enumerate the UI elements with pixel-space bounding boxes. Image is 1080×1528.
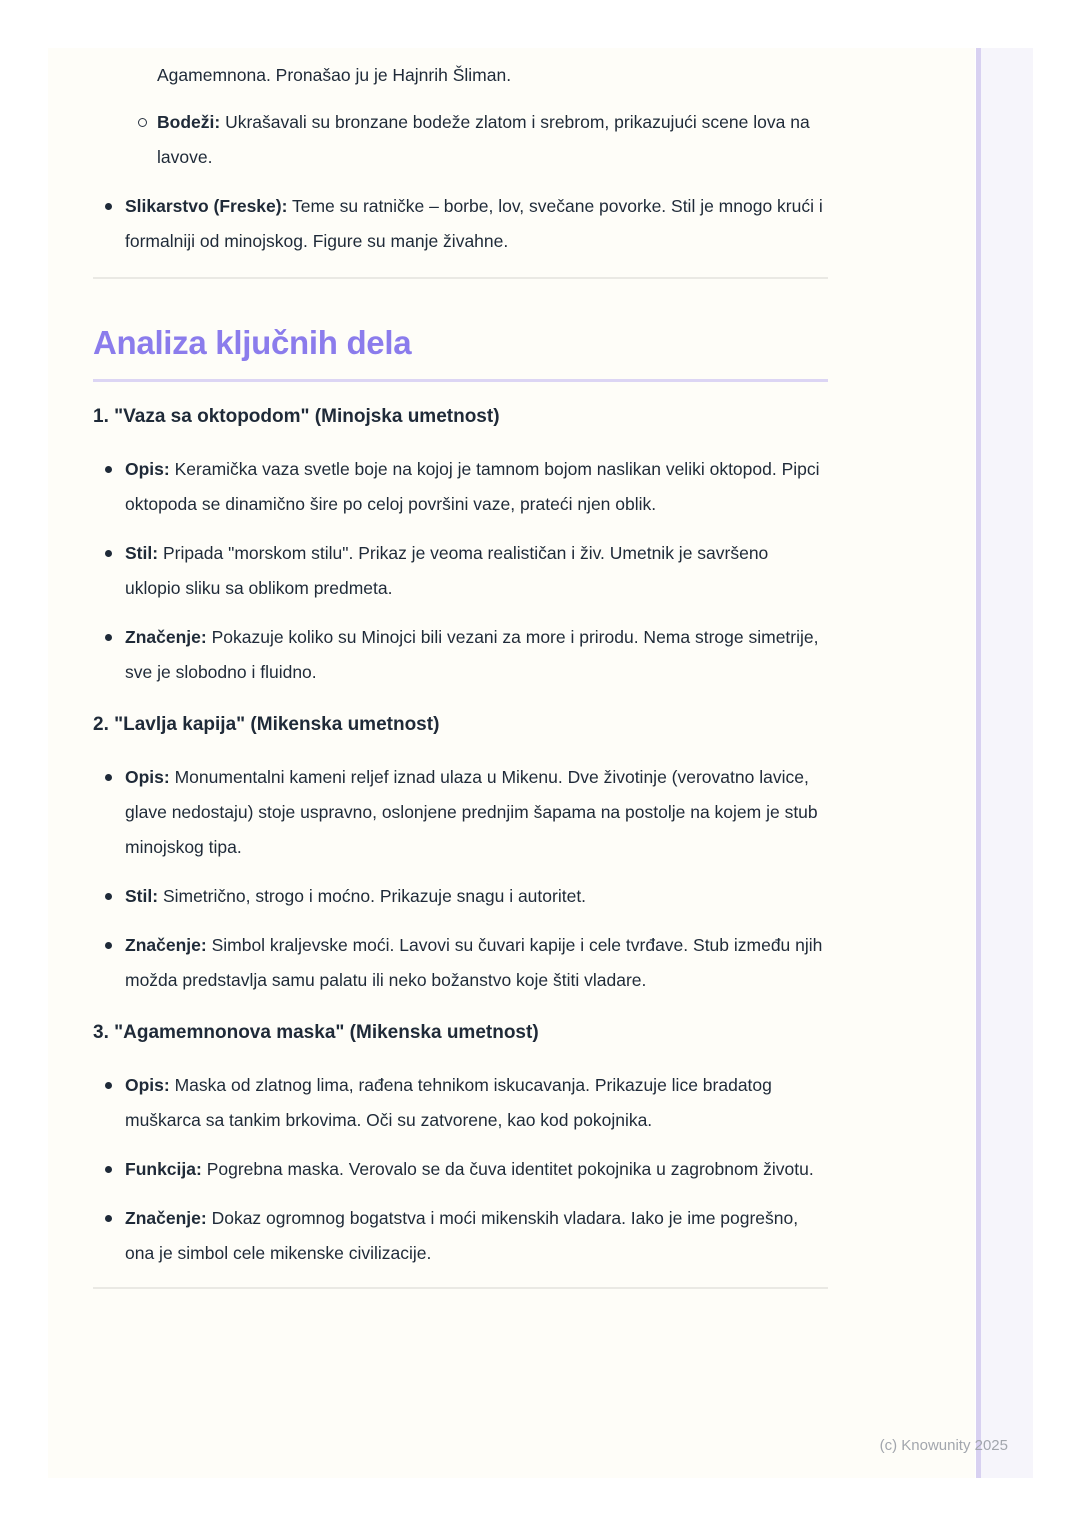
bullet-text: Pripada "morskom stilu". Prikaz je veoma realističan i živ. Umetnik je savršeno uklopio sliku sa oblikom predmeta. (125, 543, 769, 598)
bullet-item (93, 1068, 828, 1138)
circle-bullet-icon (138, 118, 147, 127)
bullet-label: Opis: (125, 767, 170, 787)
bullet-label: Opis: (125, 1075, 170, 1095)
work-heading-2: 2. "Lavlja kapija" (Mikenska umetnost) (93, 714, 440, 735)
dot-bullet-icon (105, 774, 112, 781)
sub-bullet-label: Bodeži: (157, 112, 221, 132)
dot-bullet-icon (105, 1166, 112, 1173)
dot-bullet-icon (105, 634, 112, 641)
bullet-text: Simbol kraljevske moći. Lavovi su čuvari kapije i cele tvrđave. Stub između njih možda predstavlja samu palatu ili neko božanstvo koje štiti vladare. (125, 935, 823, 990)
bullet-text: Simetrično, strogo i moćno. Prikazuje snagu i autoritet. (162, 886, 587, 906)
bullet-text: Keramička vaza svetle boje na kojoj je tamnom bojom naslikan veliki oktopod. Pipci oktopoda se dinamično šire po celoj površini vaze, prateći njen oblik. (125, 459, 820, 514)
page-edge-panel (981, 48, 1033, 1478)
bullet-item (93, 536, 828, 606)
work-heading-1: 1. "Vaza sa oktopodom" (Minojska umetnost) (93, 406, 500, 427)
bullet-text: Maska od zlatnog lima, rađena tehnikom iskucavanja. Prikazuje lice bradatog muškarca sa tankim brkovima. Oči su zatvorene, kao kod pokojnika. (125, 1075, 772, 1130)
bullet-text: Pokazuje koliko su Minojci bili vezani za more i prirodu. Nema stroge simetrije, sve je slobodno i fluidno. (125, 627, 819, 682)
dot-bullet-icon (105, 893, 112, 900)
bullet-item (93, 879, 828, 914)
intro-continuation-text: Agamemnona. Pronašao ju je Hajnrih Šliman. (157, 65, 512, 85)
bullet-item (93, 620, 828, 690)
bullet-item (93, 452, 828, 522)
bullet-item (93, 928, 828, 998)
document-card (48, 48, 975, 1478)
bullet-item (93, 189, 828, 259)
bullet-label: Značenje: (125, 1208, 207, 1228)
section-title-underline (93, 379, 828, 382)
bullet-text: Dokaz ogromnog bogatstva i moći mikenskih vladara. Iako je ime pogrešno, ona je simbol cele mikenske civilizacije. (125, 1208, 799, 1263)
bullet-label: Stil: (125, 543, 159, 563)
work-2-bullets (93, 760, 828, 998)
dot-bullet-icon (105, 203, 112, 210)
dot-bullet-icon (105, 942, 112, 949)
dot-bullet-icon (105, 1082, 112, 1089)
footer-copyright: (c) Knowunity 2025 (879, 1437, 1008, 1454)
section-title: Analiza ključnih dela (93, 324, 412, 361)
bullet-text: Monumentalni kameni reljef iznad ulaza u Mikenu. Dve životinje (verovatno lavice, glave nedostaju) stoje uspravno, oslonjene prednjim šapama na postolje na kojem je stub minojskog tipa. (125, 767, 818, 857)
dot-bullet-icon (105, 1215, 112, 1222)
bullet-item (93, 1152, 828, 1187)
bullet-item (93, 760, 828, 865)
sub-bullet-item (93, 105, 828, 175)
section-divider (93, 277, 828, 279)
sub-bullet-text: Ukrašavali su bronzane bodeže zlatom i srebrom, prikazujući scene lova na lavove. (157, 112, 810, 167)
bullet-item (93, 1201, 828, 1271)
dot-bullet-icon (105, 550, 112, 557)
bullet-text: Teme su ratničke – borbe, lov, svečane povorke. Stil je mnogo krući i formalniji od minojskog. Figure su manje živahne. (125, 196, 823, 251)
bullet-text: Pogrebna maska. Verovalo se da čuva identitet pokojnika u zagrobnom životu. (206, 1159, 814, 1179)
work-3-bullets (93, 1068, 828, 1271)
work-heading-3: 3. "Agamemnonova maska" (Mikenska umetnost) (93, 1022, 539, 1043)
bullet-label: Značenje: (125, 627, 207, 647)
bullet-label: Slikarstvo (Freske): (125, 196, 288, 216)
bullet-label: Stil: (125, 886, 159, 906)
dot-bullet-icon (105, 466, 112, 473)
work-1-bullets (93, 452, 828, 690)
bottom-divider (93, 1287, 828, 1289)
bullet-label: Funkcija: (125, 1159, 202, 1179)
bullet-label: Opis: (125, 459, 170, 479)
bullet-label: Značenje: (125, 935, 207, 955)
